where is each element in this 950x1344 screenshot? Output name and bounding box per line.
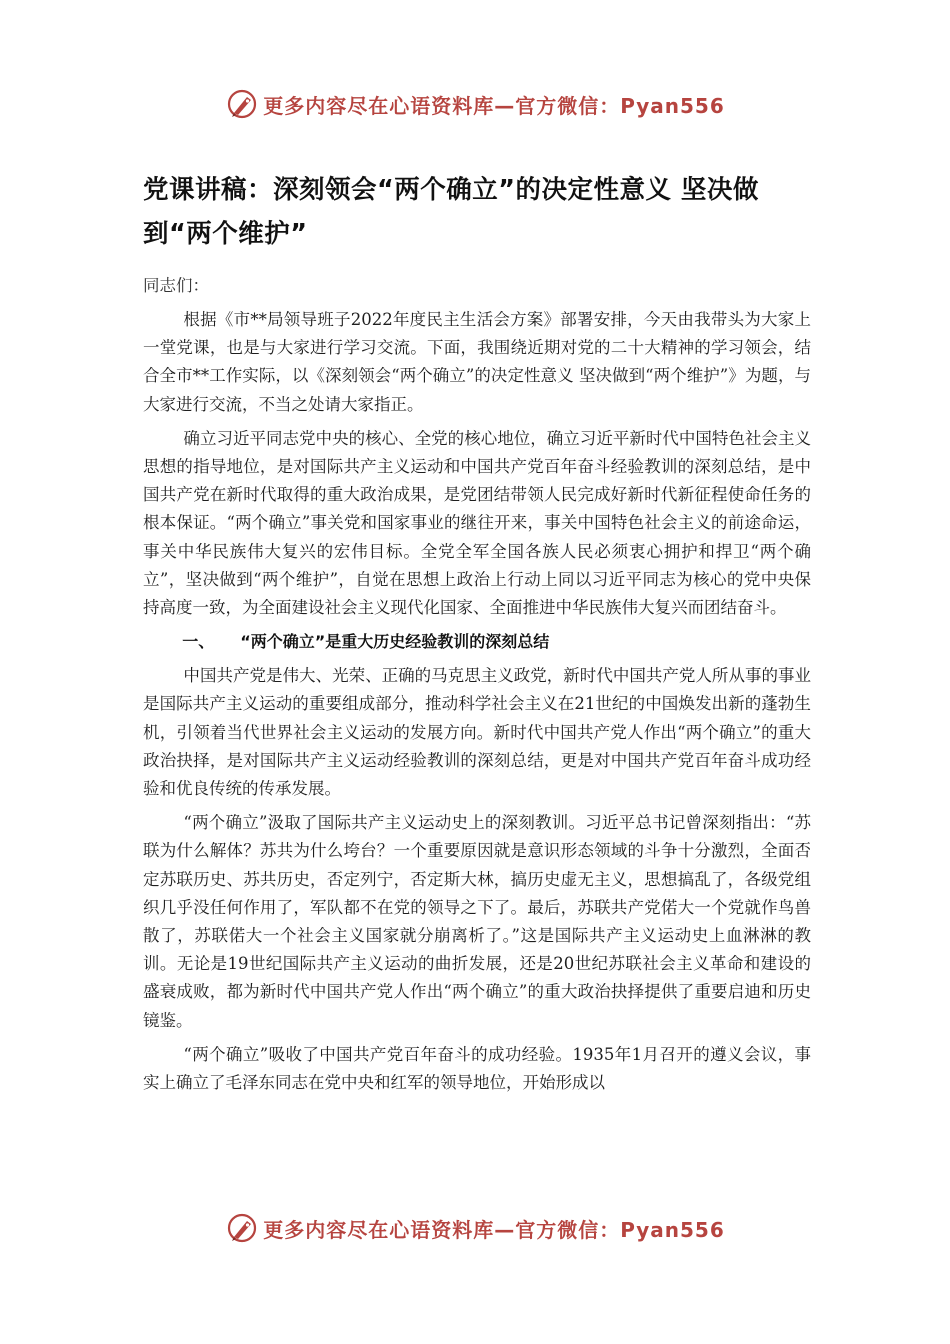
section-1-paragraph-3: “两个确立”吸收了中国共产党百年奋斗的成功经验。1935年1月召开的遵义会议，事实上确立了毛泽东同志在党中央和红军的领导地位，开始形成以 [143,1044,811,1093]
salutation: 同志们： [143,276,209,295]
header-watermark-banner [0,84,950,124]
section-heading-1 [143,628,811,656]
pen-nib-icon [225,87,259,121]
pen-nib-icon [225,1211,259,1245]
document-title: 党课讲稿：深刻领会“两个确立”的决定性意义 坚决做到“两个维护” [143,175,759,249]
section-number: 一、 [182,632,215,652]
banner-text: 更多内容尽在心语资料库—官方微信：Pyan556 [263,93,725,118]
document-body [143,168,811,1103]
banner-text: 更多内容尽在心语资料库—官方微信：Pyan556 [263,1217,725,1242]
section-1-paragraph-2: “两个确立”汲取了国际共产主义运动史上的深刻教训。习近平总书记曾深刻指出：“苏联为什么解体？苏共为什么垮台？一个重要原因就是意识形态领域的斗争十分激烈，全面否定苏联历史、苏共历史，否定列宁，否定斯大林，搞历史虚无主义，思想搞乱了，各级党组织几乎没任何作用了，军队都不在党的领导之下了。最后，苏联共产党偌大一个党就作鸟兽散了，苏联偌大一个社会主义国家就分崩离析了。”这是国际共产主义运动史上血淋淋的教训。无论是19世纪国际共产主义运动的曲折发展，还是20世纪苏联社会主义革命和建设的盛衰成败，都为新时代中国共产党人作出“两个确立”的重大政治抉择提供了重要启迪和历史镜鉴。 [143,813,811,1030]
section-heading-text: “两个确立”是重大历史经验教训的深刻总结 [240,632,550,652]
intro-paragraph-1: 根据《市**局领导班子2022年度民主生活会方案》部署安排，今天由我带头为大家上一堂党课，也是与大家进行学习交流。下面，我围绕近期对党的二十大精神的学习领会，结合全市**工作实际，以《深刻领会“两个确立”的决定性意义 坚决做到“两个维护”》为题，与大家进行交流，不当之处请大家指正。 [143,310,811,414]
footer-watermark-banner [0,1208,950,1248]
section-1-paragraph-1: 中国共产党是伟大、光荣、正确的马克思主义政党，新时代中国共产党人所从事的事业是国际共产主义运动的重要组成部分，推动科学社会主义在21世纪的中国焕发出新的蓬勃生机，引领着当代世界社会主义运动的发展方向。新时代中国共产党人作出“两个确立”的重大政治抉择，是对国际共产主义运动经验教训的深刻总结，更是对中国共产党百年奋斗成功经验和优良传统的传承发展。 [143,666,811,799]
intro-paragraph-2: 确立习近平同志党中央的核心、全党的核心地位，确立习近平新时代中国特色社会主义思想的指导地位，是对国际共产主义运动和中国共产党百年奋斗经验教训的深刻总结，是中国共产党在新时代取得的重大政治成果，是党团结带领人民完成好新时代新征程使命任务的根本保证。“两个确立”事关党和国家事业的继往开来，事关中国特色社会主义的前途命运，事关中华民族伟大复兴的宏伟目标。全党全军全国各族人民必须衷心拥护和捍卫“两个确立”，坚决做到“两个维护”，自觉在思想上政治上行动上同以习近平同志为核心的党中央保持高度一致，为全面建设社会主义现代化国家、全面推进中华民族伟大复兴而团结奋斗。 [143,428,811,618]
